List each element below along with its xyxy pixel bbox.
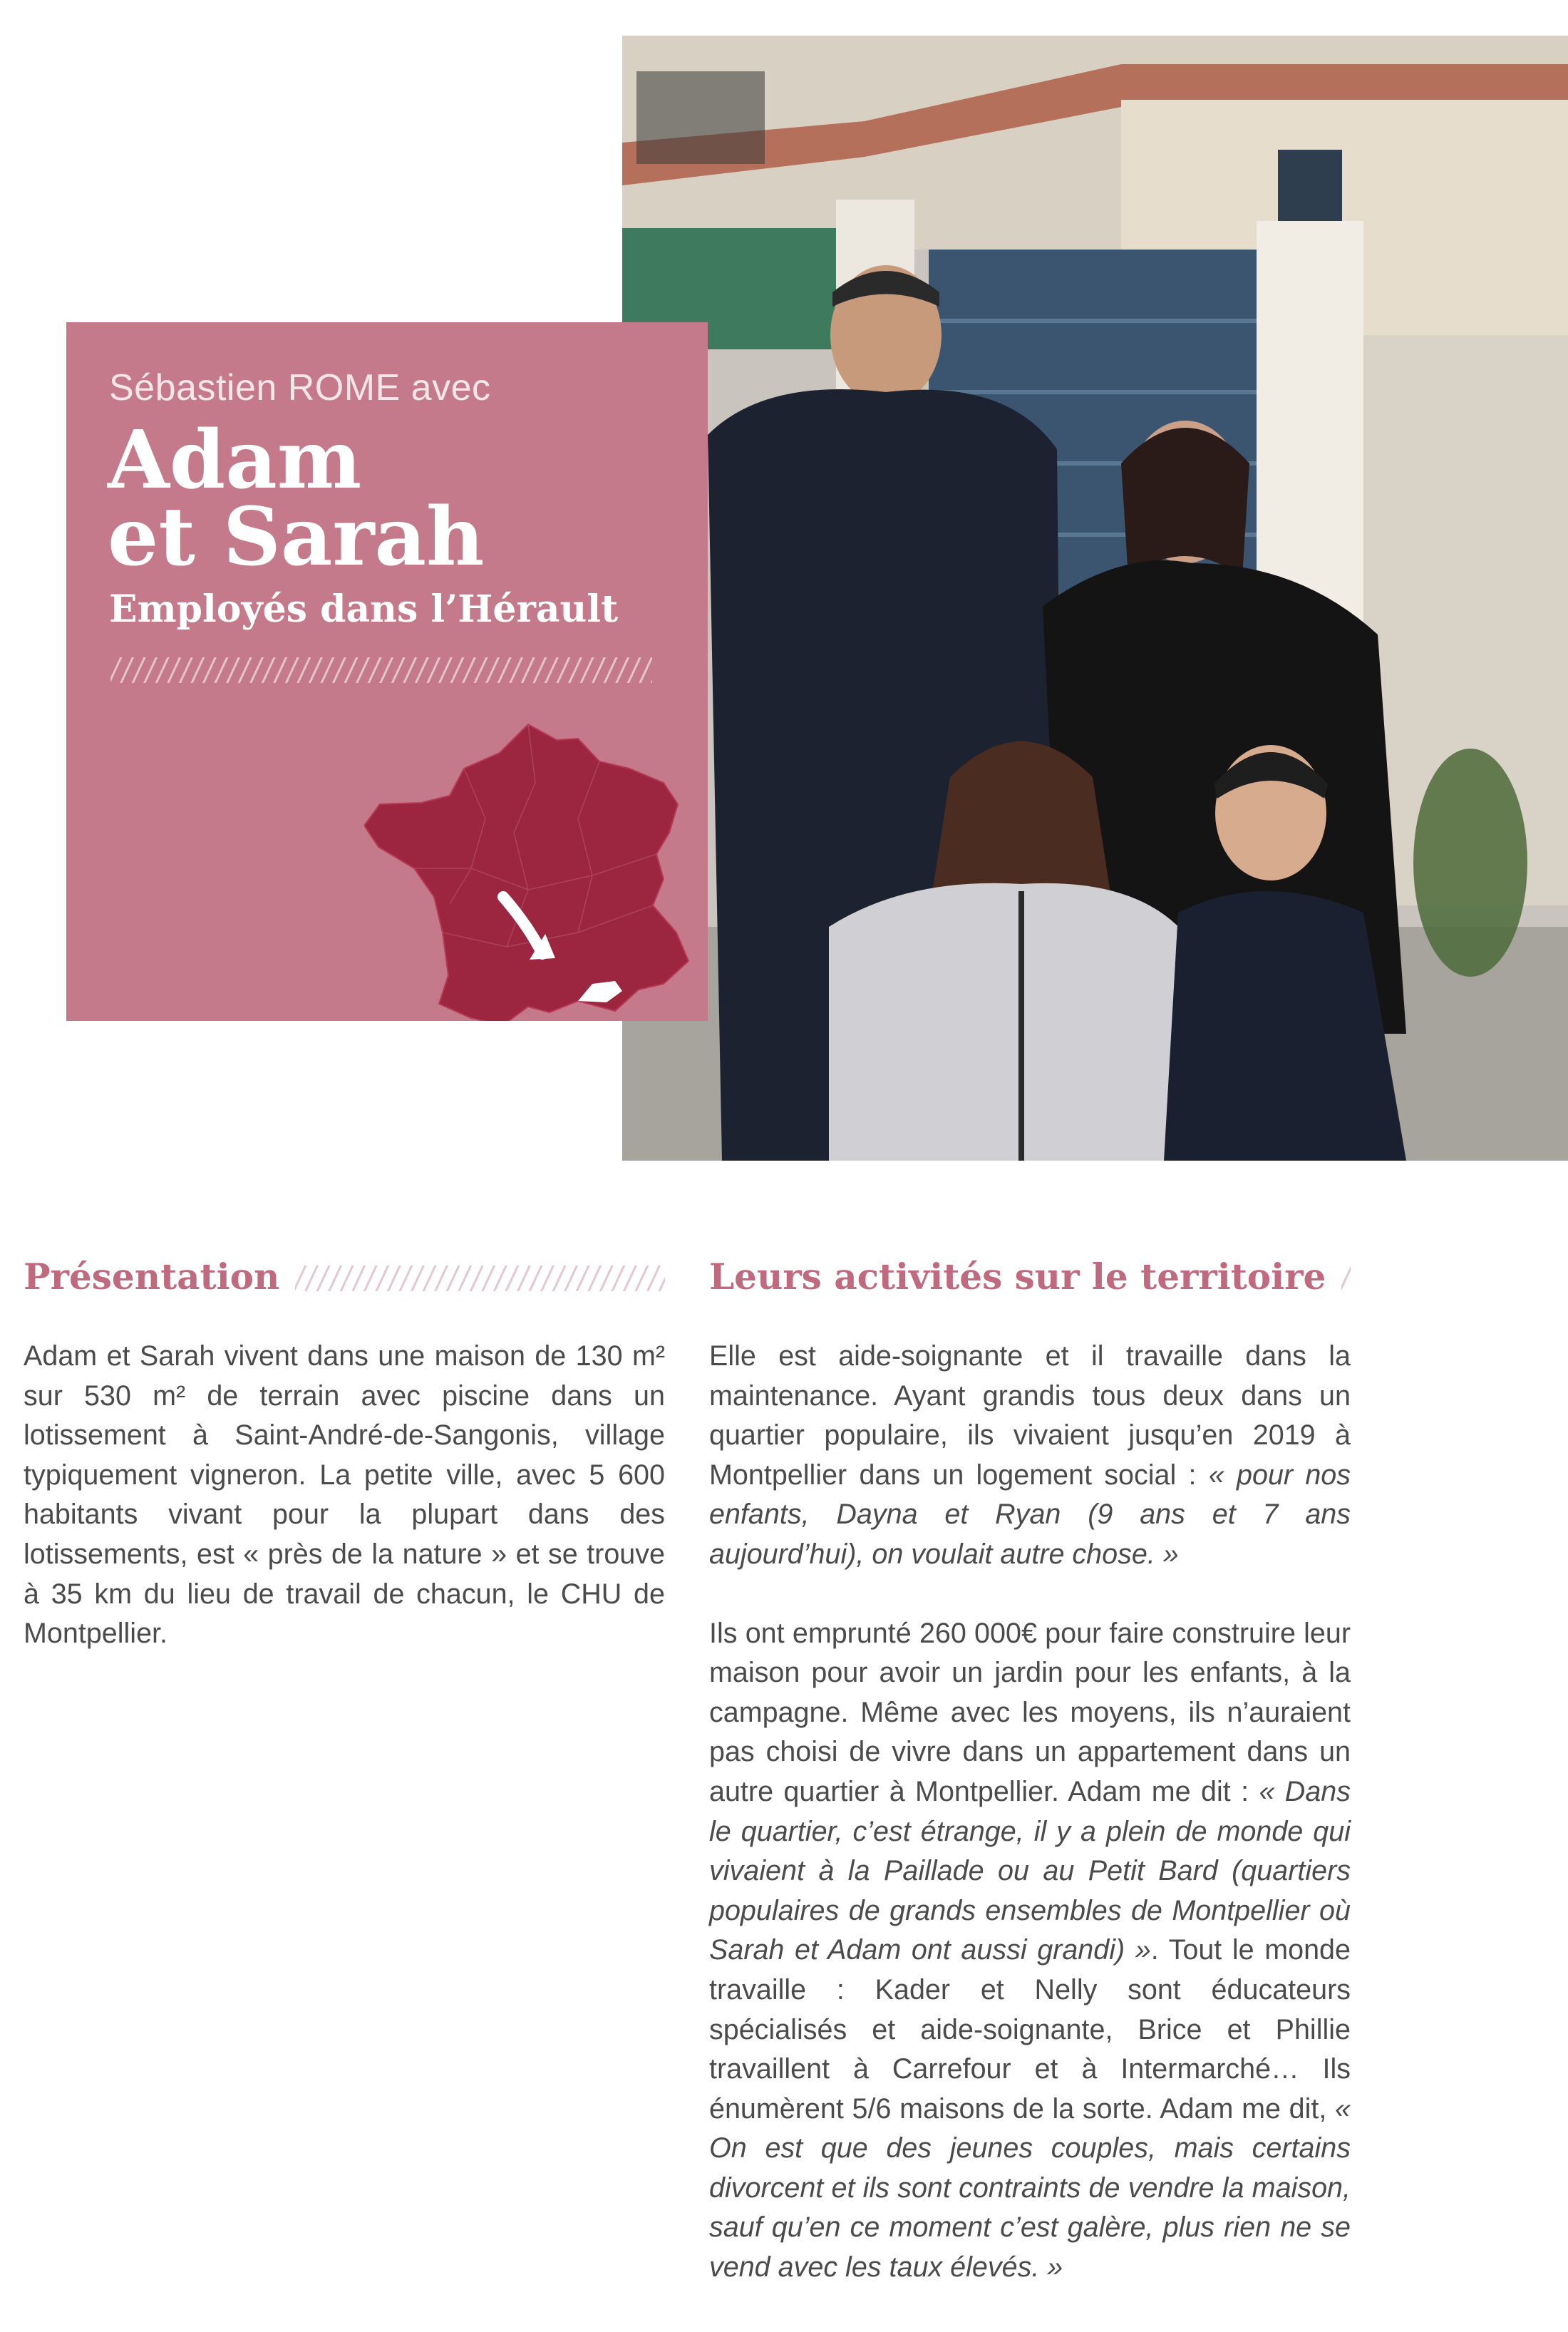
subject-name-line2: et Sarah — [108, 490, 485, 584]
presentation-paragraph: Adam et Sarah vivent dans une maison de 130 m² sur 530 m² de terrain avec piscine dans un lotissement à Saint-André-de-Sangonis, village typiquement vigneron. La petite ville, avec 5 600 habitants vivant pour la plupart dans des lotissements, est « près de la nature » et se trouve à 35 km du lieu de travail de chacun, le CHU de Montpellier. — [24, 1340, 665, 1650]
subject-name — [108, 414, 485, 584]
activities-paragraph-2 — [709, 1614, 1351, 2288]
activities-p1-quote: « pour nos enfants, Dayna et Ryan (9 ans et 7 ans aujourd’hui), on voulait autre chose. » — [709, 1459, 1351, 1570]
activities-heading-row — [709, 1248, 1351, 1305]
family-photo-illustration — [622, 36, 1568, 1161]
subject-role: Employés dans l’Hérault — [109, 587, 619, 631]
author-intro: Sébastien ROME avec — [109, 367, 491, 409]
heading-hatch — [1341, 1265, 1351, 1291]
decorative-hatch-divider — [110, 657, 652, 683]
activities-p2-text-b: . Tout le monde travaille : Kader et Nelly sont éducateurs spécialisés et aide-soignante, Brice et Phillie travaillent à Carrefour et à Intermarché… Ils énumèrent 5/6 maisons de la sorte. Adam me dit, — [709, 1934, 1351, 2125]
activities-p1-text: Elle est aide-soignante et il travaille dans la maintenance. Ayant grandis tous deux dans un quartier populaire, ils vivaient jusqu’en 2019 à Montpellier dans un logement social : — [709, 1340, 1351, 1491]
title-card — [66, 322, 708, 1021]
france-map-herault-icon — [364, 719, 699, 1021]
activities-paragraph-1 — [709, 1337, 1351, 1575]
heading-hatch — [295, 1265, 665, 1291]
family-photo — [622, 36, 1568, 1161]
activities-heading: Leurs activités sur le territoire — [709, 1255, 1326, 1298]
subject-name-line1: Adam — [108, 414, 362, 507]
presentation-heading-row — [24, 1248, 665, 1305]
presentation-heading: Présentation — [24, 1255, 280, 1298]
activities-p2-quote-1: « Dans le quartier, c’est étrange, il y a plein de monde qui vivaient à la Paillade ou au Petit Bard (quartiers populaires de grands ensembles de Montpellier où Sarah et Adam ont aussi grandi) » — [709, 1775, 1351, 1966]
activities-p2-quote-2: « On est que des jeunes couples, mais certains divorcent et ils sont contraints de vendre la maison, sauf qu’en ce moment c’est galère, plus rien ne se vend avec les taux élevés. » — [709, 2092, 1351, 2284]
presentation-column — [24, 1337, 665, 1693]
activities-p2-text-a: Ils ont emprunté 260 000€ pour faire construire leur maison pour avoir un jardin pour les enfants, à la campagne. Même avec les moyens, ils n’auraient pas choisi de vivre dans un appartement dans un autre quartier à Montpellier. Adam me dit : — [709, 1617, 1351, 1807]
activities-column — [709, 1337, 1351, 2327]
